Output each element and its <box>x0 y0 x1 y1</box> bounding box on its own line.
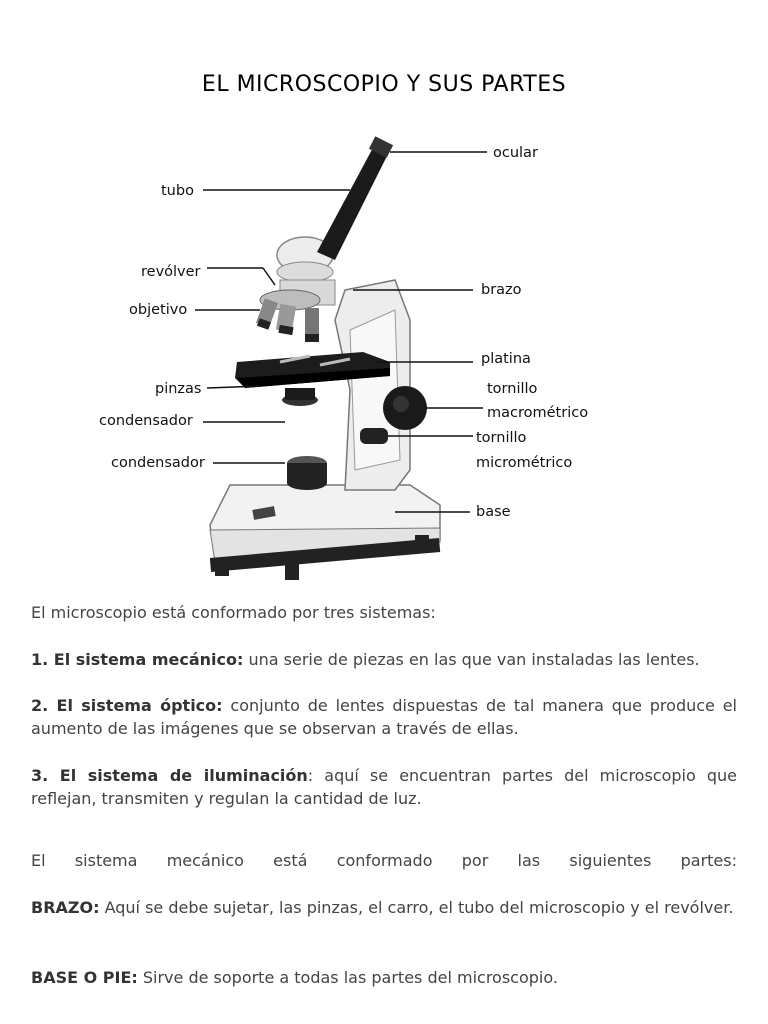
label-ocular: ocular <box>493 145 538 161</box>
label-condensador-2: condensador <box>111 455 205 471</box>
mechanical-intro <box>31 849 737 872</box>
label-platina: platina <box>481 351 531 367</box>
label-objetivo: objetivo <box>129 302 188 318</box>
label-revolver: revólver <box>141 264 201 280</box>
label-brazo: brazo <box>481 282 522 298</box>
system-1-heading: 1. El sistema mecánico: <box>31 650 244 669</box>
label-base: base <box>476 504 511 520</box>
system-2 <box>31 694 737 740</box>
part-brazo-heading: BRAZO: <box>31 898 100 917</box>
part-base-heading: BASE O PIE: <box>31 968 138 987</box>
page-title: EL MICROSCOPIO Y SUS PARTES <box>201 72 567 97</box>
system-2-text: conjunto de lentes dispuestas de tal manera que produce el aumento de las imágenes que se observan a través de ellas. <box>31 696 738 738</box>
label-tornillo-micro-1: tornillo <box>476 430 527 446</box>
label-tubo: tubo <box>161 183 194 199</box>
system-2-heading: 2. El sistema óptico: <box>31 696 223 715</box>
part-brazo-text: Aquí se debe sujetar, las pinzas, el carro, el tubo del microscopio y el revólver. <box>99 898 734 917</box>
label-tornillo-macro-2: macrométrico <box>487 405 589 421</box>
part-base <box>31 966 737 989</box>
mechanical-intro-text: El sistema mecánico está conformado por las siguientes partes: <box>31 851 737 870</box>
system-3 <box>31 764 737 810</box>
intro-text: El microscopio está conformado por tres sistemas: <box>31 603 436 622</box>
system-1 <box>31 648 737 671</box>
system-3-text: : aquí se encuentran partes del microscopio que reflejan, transmiten y regulan la cantidad de luz. <box>31 766 738 808</box>
label-tornillo-micro-2: micrométrico <box>476 455 573 471</box>
intro-paragraph <box>31 601 737 624</box>
microscope-figure <box>95 130 605 590</box>
part-base-text: Sirve de soporte a todas las partes del microscopio. <box>137 968 558 987</box>
label-pinzas: pinzas <box>155 381 202 397</box>
label-condensador-1: condensador <box>99 413 193 429</box>
label-tornillo-macro-1: tornillo <box>487 381 538 397</box>
part-brazo <box>31 896 737 919</box>
system-3-heading: 3. El sistema de iluminación <box>31 766 308 785</box>
system-1-text: una serie de piezas en las que van instaladas las lentes. <box>243 650 700 669</box>
